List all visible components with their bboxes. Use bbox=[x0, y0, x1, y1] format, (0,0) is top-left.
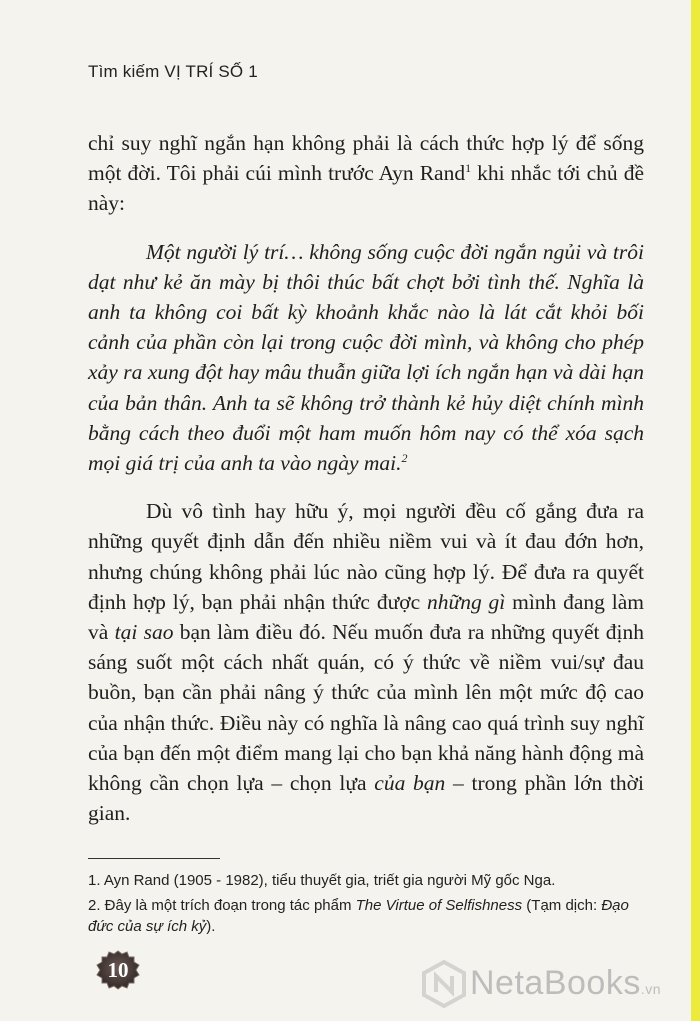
watermark-suffix: .vn bbox=[640, 981, 662, 997]
page-body bbox=[88, 128, 644, 828]
block-quote-text: Một người lý trí… không sống cuộc đời ngắn ngủi và trôi dạt như kẻ ăn mày bị thôi thúc bất chợt bởi tình thế. Nghĩa là anh ta không coi bất kỳ khoảnh khắc nào là lát cắt khỏi bối cảnh của phần còn lại trong cuộc đời mình, và không cho phép xảy ra xung đột hay mâu thuẫn giữa lợi ích ngắn hạn và dài hạn của bản thân. Anh ta sẽ không trở thành kẻ hủy diệt chính mình bằng cách theo đuổi một ham muốn hôm nay có thể xóa sạch mọi giá trị của anh ta vào ngày mai. bbox=[88, 239, 644, 476]
paragraph-1-text: chỉ suy nghĩ ngắn hạn không phải là cách thức hợp lý để sống một đời. Tôi phải cúi mình trước Ayn Rand bbox=[88, 131, 644, 186]
paragraph-2-part-b: mình đang làm và bbox=[88, 589, 645, 645]
page-number: 10 bbox=[107, 958, 129, 982]
footnote-2-book-title: The Virtue of Selfishness bbox=[355, 897, 523, 914]
paragraph-2-emphasis-2: tại sao bbox=[114, 620, 174, 645]
paragraph-2-part-c: bạn làm điều đó. Nếu muốn đưa ra những quyết định sáng suốt một cách nhất quán, có ý thức về niềm vui/sự đau buồn, bạn cần phải nâng ý thức của mình lên một mức độ cao của nhận thức. Điều này có nghĩa là nâng cao quá trình suy nghĩ của bạn đến một điểm mang lại cho bạn khả năng hành động mà không cần chọn lựa – chọn lựa bbox=[88, 620, 644, 796]
footnotes bbox=[88, 870, 648, 937]
paragraph-1-tail: khi nhắc tới chủ đề này: bbox=[88, 161, 645, 216]
paragraph-2 bbox=[88, 496, 644, 828]
paragraph-2-emphasis-1: những gì bbox=[426, 589, 506, 614]
paragraph-1 bbox=[88, 128, 644, 219]
footnote-ref-1: 1 bbox=[465, 161, 472, 176]
footnote-divider bbox=[88, 858, 220, 859]
footnote-2-part-b: (Tạm dịch: bbox=[522, 897, 602, 914]
paragraph-2-part-d: – trong phần lớn thời gian. bbox=[88, 771, 644, 826]
footnote-ref-2: 2 bbox=[401, 450, 408, 465]
watermark-brand: NetaBooks bbox=[470, 964, 641, 1002]
footnote-2-part-c: ). bbox=[206, 918, 216, 935]
footnote-2 bbox=[88, 895, 648, 937]
block-quote bbox=[88, 237, 644, 479]
running-header: Tìm kiếm VỊ TRÍ SỐ 1 bbox=[88, 62, 258, 81]
footnote-1: 1. Ayn Rand (1905 - 1982), tiểu thuyết gia, triết gia người Mỹ gốc Nga. bbox=[88, 872, 556, 889]
paragraph-2-part-a: Dù vô tình hay hữu ý, mọi người đều cố gắng đưa ra những quyết định dẫn đến nhiều niềm vui và ít đau đớn hơn, nhưng chúng không phải lúc nào cũng hợp lý. Để đưa ra quyết định hợp lý, bạn phải nhận thức được bbox=[88, 499, 644, 614]
page-edge-strip bbox=[691, 0, 700, 1021]
watermark-text bbox=[470, 964, 661, 1003]
footnote-2-translation: Đạo đức của sự ích kỷ bbox=[88, 897, 629, 935]
footnote-2-part-a: 2. Đây là một trích đoạn trong tác phẩm bbox=[88, 897, 356, 914]
paragraph-2-emphasis-3: của bạn bbox=[374, 771, 446, 796]
